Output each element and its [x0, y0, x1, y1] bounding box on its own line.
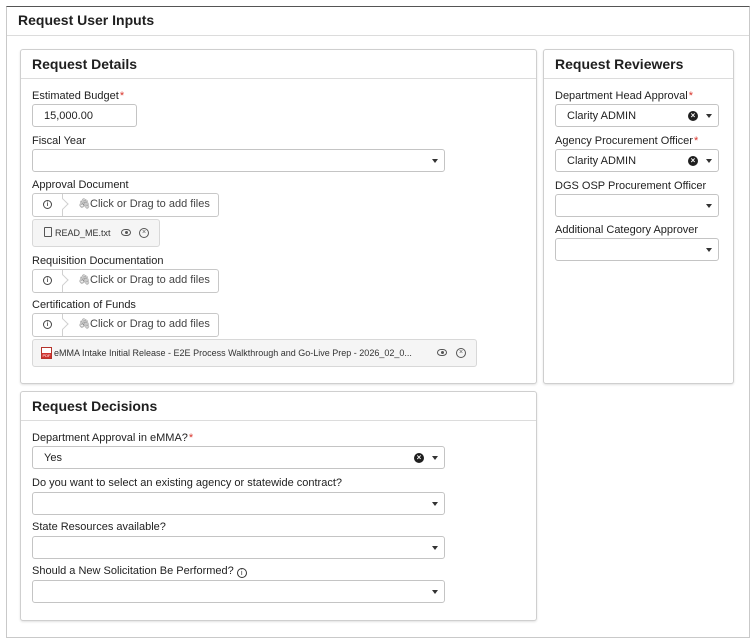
dgs-osp-procurement-officer-label: DGS OSP Procurement Officer	[555, 180, 707, 192]
upload-prompt: Click or Drag to add files	[90, 274, 210, 286]
chevron-down-icon	[706, 248, 712, 252]
page-title: Request User Inputs	[18, 12, 155, 28]
clear-icon[interactable]: ×	[414, 453, 424, 463]
chevron-down-icon	[432, 502, 438, 506]
fiscal-year-label: Fiscal Year	[32, 135, 86, 147]
existing-contract-label: Do you want to select an existing agency or statewide contract?	[32, 477, 343, 489]
new-solicitation-label: Should a New Solicitation Be Performed? i	[32, 565, 247, 578]
state-resources-select[interactable]	[32, 536, 445, 559]
request-details-title: Request Details	[32, 56, 138, 72]
additional-category-approver-select[interactable]	[555, 238, 719, 261]
clear-icon[interactable]: ×	[688, 111, 698, 121]
existing-contract-select[interactable]	[32, 492, 445, 515]
department-head-approval-label: Department Head Approval*	[555, 90, 693, 102]
paperclip-icon: 🖇	[78, 275, 91, 286]
remove-file-icon[interactable]: ×	[139, 228, 149, 238]
chevron-down-icon	[432, 456, 438, 460]
requisition-documentation-label: Requisition Documentation	[32, 255, 164, 267]
chevron-down-icon	[432, 546, 438, 550]
file-chip	[32, 339, 477, 367]
new-solicitation-select[interactable]	[32, 580, 445, 603]
chevron-down-icon	[706, 204, 712, 208]
pdf-icon: PDF	[41, 347, 52, 359]
request-reviewers-panel	[543, 49, 734, 384]
request-reviewers-title: Request Reviewers	[555, 56, 684, 72]
certification-of-funds-upload[interactable]	[32, 313, 219, 337]
info-icon[interactable]: i	[237, 568, 247, 578]
info-icon: i	[43, 320, 52, 329]
chevron-down-icon	[706, 114, 712, 118]
info-icon: i	[43, 276, 52, 285]
additional-category-approver-label: Additional Category Approver	[555, 224, 699, 236]
divider	[21, 420, 536, 421]
request-details-panel	[20, 49, 537, 384]
department-approval-select[interactable]: Yes ×	[32, 446, 445, 469]
eye-icon[interactable]	[121, 229, 131, 236]
department-head-approval-select[interactable]: Clarity ADMIN ×	[555, 104, 719, 127]
remove-file-icon[interactable]: ×	[456, 348, 466, 358]
certification-of-funds-label: Certification of Funds	[32, 299, 136, 311]
chevron-down-icon	[432, 590, 438, 594]
chevron-down-icon	[432, 159, 438, 163]
fiscal-year-select[interactable]	[32, 149, 445, 172]
request-decisions-title: Request Decisions	[32, 398, 158, 414]
upload-prompt: Click or Drag to add files	[90, 198, 210, 210]
paperclip-icon: 🖇	[78, 319, 91, 330]
eye-icon[interactable]	[437, 349, 447, 356]
file-name: eMMA Intake Initial Release - E2E Process Walkthrough and Go-Live Prep - 2026_02_0...	[54, 348, 412, 358]
approval-document-label: Approval Document	[32, 179, 129, 191]
agency-procurement-officer-label: Agency Procurement Officer*	[555, 135, 699, 147]
file-name: READ_ME.txt	[55, 228, 111, 238]
document-icon	[44, 227, 52, 237]
requisition-documentation-upload[interactable]	[32, 269, 219, 293]
agency-procurement-officer-select[interactable]: Clarity ADMIN ×	[555, 149, 719, 172]
chevron-down-icon	[706, 159, 712, 163]
state-resources-label: State Resources available?	[32, 521, 166, 533]
info-icon: i	[43, 200, 52, 209]
file-chip	[32, 219, 160, 247]
estimated-budget-label: Estimated Budget*	[32, 90, 125, 102]
divider	[21, 78, 536, 79]
paperclip-icon: 🖇	[78, 199, 91, 210]
divider	[7, 35, 749, 36]
request-decisions-panel	[20, 391, 537, 621]
department-approval-label: Department Approval in eMMA?*	[32, 432, 194, 444]
dgs-osp-procurement-officer-select[interactable]	[555, 194, 719, 217]
divider	[544, 78, 733, 79]
upload-prompt: Click or Drag to add files	[90, 318, 210, 330]
approval-document-upload[interactable]	[32, 193, 219, 217]
estimated-budget-input[interactable]: 15,000.00	[32, 104, 137, 127]
clear-icon[interactable]: ×	[688, 156, 698, 166]
